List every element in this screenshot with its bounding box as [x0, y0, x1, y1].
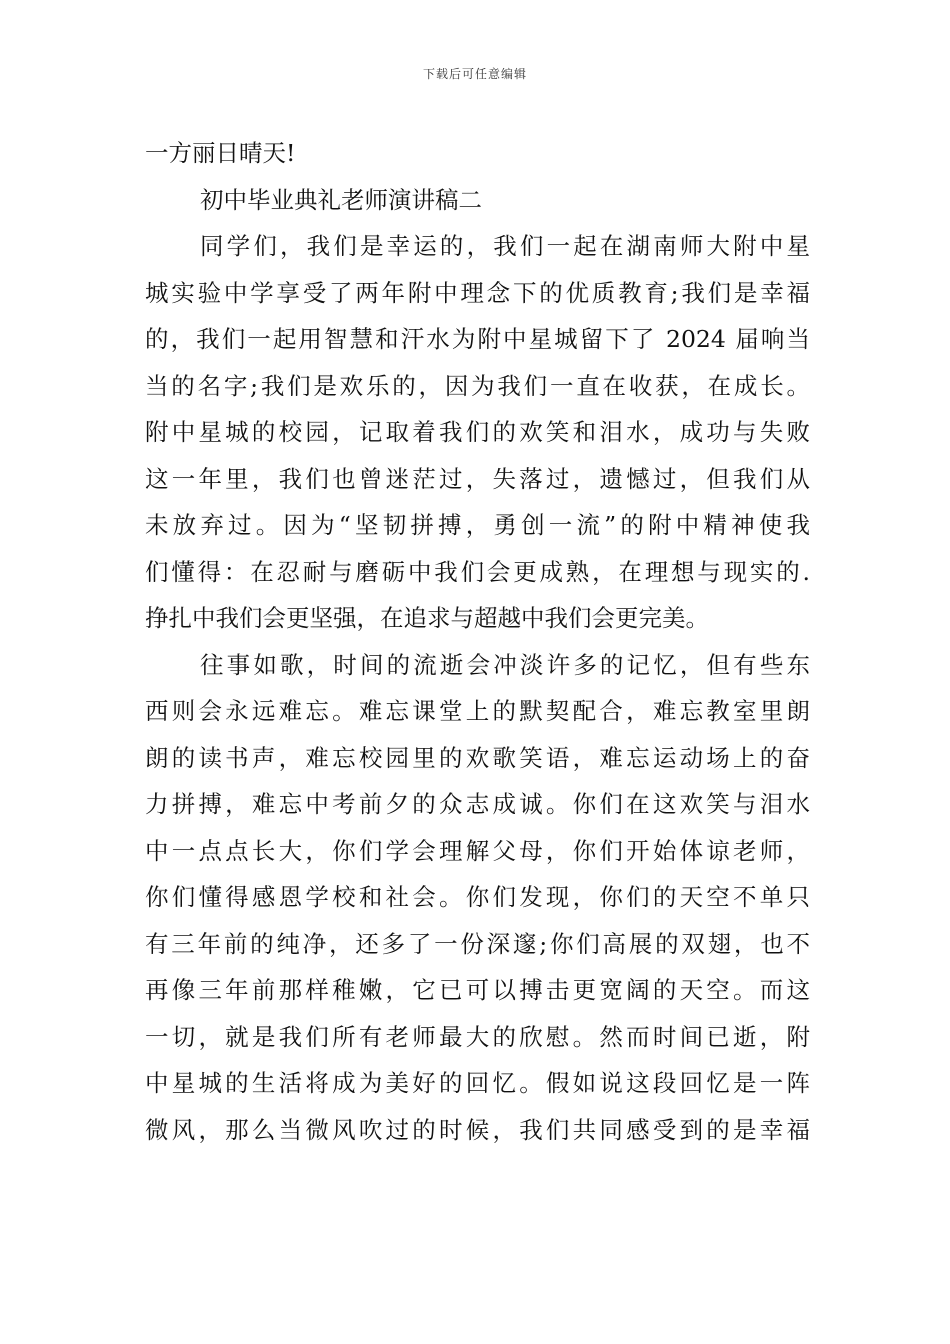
text-line: 力拼搏，难忘中考前夕的众志成诚。你们在这欢笑与泪水 — [145, 790, 810, 818]
text-line: 一方丽日晴天! — [145, 139, 296, 167]
text-line: 西则会永远难忘。难忘课堂上的默契配合，难忘教室里朗 — [145, 697, 810, 725]
text-line: 未放弃过。因为“坚韧拼搏，勇创一流”的附中精神使我 — [145, 511, 810, 539]
text-line: 们懂得：在忍耐与磨砺中我们会更成熟，在理想与现实的. — [145, 557, 810, 586]
text-line: 挣扎中我们会更坚强，在追求与超越中我们会更完美。 — [145, 604, 709, 632]
text-line: 微风，那么当微风吹过的时候，我们共同感受到的是幸福 — [145, 1115, 810, 1144]
text-line: 往事如歌，时间的流逝会冲淡许多的记忆，但有些东 — [200, 650, 810, 679]
text-line: 当的名字;我们是欢乐的，因为我们一直在收获，在成长。 — [145, 371, 810, 400]
page-header: 下载后可任意编辑 — [422, 67, 527, 81]
text-line: 的，我们一起用智慧和汗水为附中星城留下了 2024 届响当 — [145, 325, 810, 353]
text-line: 中星城的生活将成为美好的回忆。假如说这段回忆是一阵 — [145, 1069, 810, 1097]
text-line: 朗的读书声，难忘校园里的欢歌笑语，难忘运动场上的奋 — [145, 743, 810, 772]
text-line: 同学们，我们是幸运的，我们一起在湖南师大附中星 — [200, 232, 810, 260]
text-line: 初中毕业典礼老师演讲稿二 — [200, 185, 482, 214]
text-line: 中一点点长大，你们学会理解父母，你们开始体谅老师， — [145, 836, 810, 865]
text-line: 附中星城的校园，记取着我们的欢笑和泪水，成功与失败 — [145, 418, 810, 446]
text-line: 这一年里，我们也曾迷茫过，失落过，遗憾过，但我们从 — [145, 464, 810, 493]
text-line: 再像三年前那样稚嫩，它已可以搏击更宽阔的天空。而这 — [145, 976, 810, 1004]
text-line: 城实验中学享受了两年附中理念下的优质教育;我们是幸福 — [145, 278, 810, 307]
document-body — [145, 130, 810, 1153]
text-line: 一切，就是我们所有老师最大的欣慰。然而时间已逝，附 — [145, 1022, 810, 1051]
text-line: 你们懂得感恩学校和社会。你们发现，你们的天空不单只 — [145, 883, 810, 911]
text-line: 有三年前的纯净，还多了一份深邃;你们高展的双翅，也不 — [145, 929, 810, 958]
